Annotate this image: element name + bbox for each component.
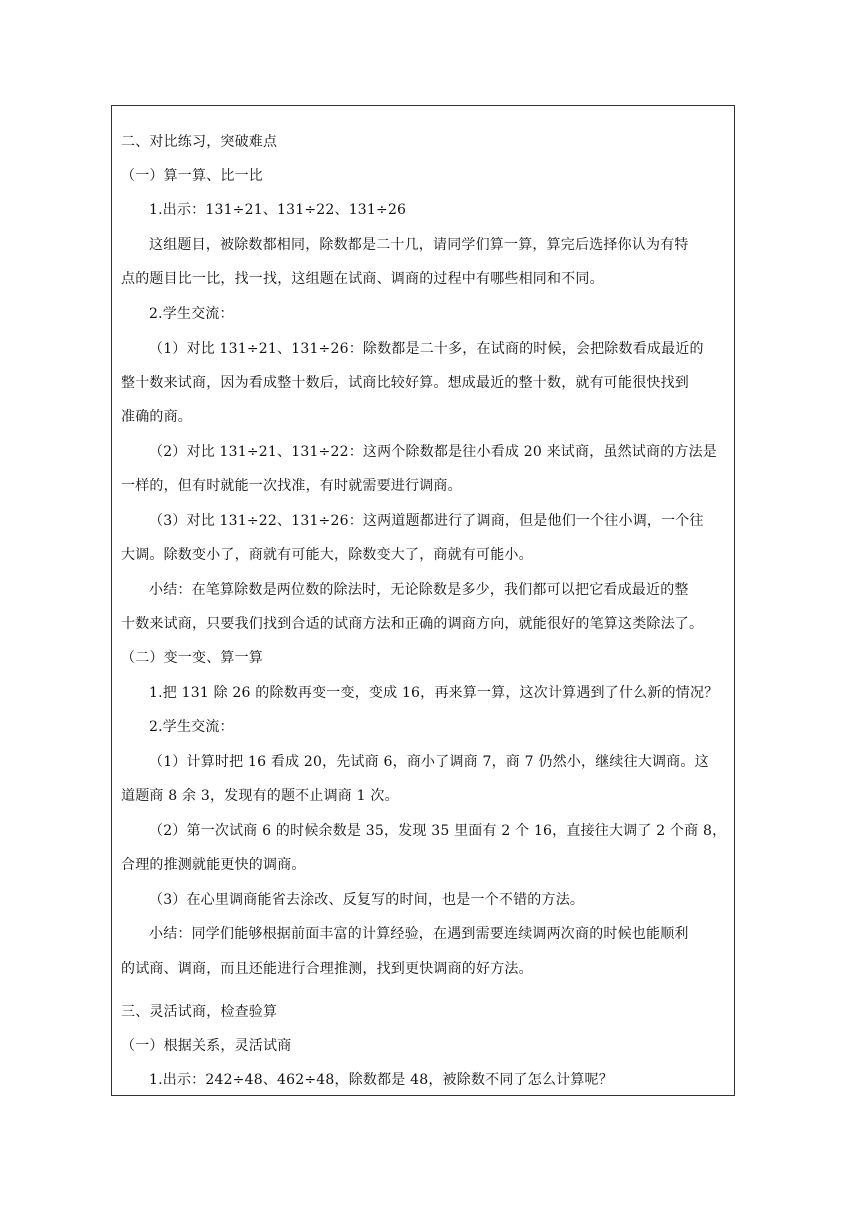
paragraph-line: 准确的商。 [121, 409, 192, 425]
paragraph-line: （1）计算时把 16 看成 20，先试商 6，商小了调商 7，商 7 仍然小，继续往大调商。这 [149, 754, 709, 770]
paragraph-line: 这组题目，被除数都相同，除数都是二十几，请同学们算一算，算完后选择你认为有特 [149, 237, 689, 253]
paragraph-line: 2.学生交流： [149, 719, 234, 735]
paragraph-line: （1）对比 131÷21、131÷26：除数都是二十多，在试商的时候，会把除数看成最近的 [149, 341, 704, 357]
paragraph-line: 十数来试商，只要我们找到合适的试商方法和正确的调商方向，就能很好的笔算这类除法了。 [121, 616, 704, 632]
paragraph-line: 合理的推测就能更快的调商。 [121, 857, 306, 873]
paragraph-line: 1.把 131 除 26 的除数再变一变，变成 16，再来算一算，这次计算遇到了什么新的情况？ [149, 685, 719, 701]
paragraph-line: （2）对比 131÷21、131÷22：这两个除数都是往小看成 20 来试商，虽然试商的方法是 [149, 444, 718, 460]
subsection-heading-3-1: （一）根据关系，灵活试商 [121, 1038, 292, 1054]
paragraph-line: 1.出示：131÷21、131÷22、131÷26 [149, 202, 407, 218]
paragraph-line: （3）对比 131÷22、131÷26：这两道题都进行了调商，但是他们一个往小调，一个往 [149, 513, 704, 529]
paragraph-line: 的试商、调商，而且还能进行合理推测，找到更快调商的好方法。 [121, 961, 533, 977]
paragraph-line: 整十数来试商，因为看成整十数后，试商比较好算。想成最近的整十数，就有可能很快找到 [121, 375, 689, 391]
paragraph-line: 点的题目比一比，找一找，这组题在试商、调商的过程中有哪些相同和不同。 [121, 271, 604, 287]
paragraph-line: 小结：同学们能够根据前面丰富的计算经验，在遇到需要连续调两次商的时候也能顺利 [149, 926, 689, 942]
paragraph-line: 道题商 8 余 3，发现有的题不止调商 1 次。 [121, 788, 399, 804]
paragraph-line: （3）在心里调商能省去涂改、反复写的时间，也是一个不错的方法。 [149, 892, 585, 908]
paragraph-line: （2）第一次试商 6 的时候余数是 35，发现 35 里面有 2 个 16，直接往大调了 2 个商 8， [149, 823, 727, 839]
paragraph-line: 一样的，但有时就能一次找准，有时就需要进行调商。 [121, 478, 462, 494]
section-heading-3: 三、灵活试商，检查验算 [121, 1004, 278, 1020]
paragraph-line: 小结：在笔算除数是两位数的除法时，无论除数是多少，我们都可以把它看成最近的整 [149, 582, 689, 598]
subsection-heading-2-1: （一）算一算、比一比 [121, 168, 263, 184]
lesson-content-box [111, 105, 735, 1096]
paragraph-line: 1.出示：242÷48、462÷48，除数都是 48，被除数不同了怎么计算呢？ [149, 1072, 613, 1088]
subsection-heading-2-2: （二）变一变、算一算 [121, 650, 263, 666]
paragraph-line: 2.学生交流： [149, 306, 234, 322]
paragraph-line: 大调。除数变小了，商就有可能大，除数变大了，商就有可能小。 [121, 547, 533, 563]
section-heading-2: 二、对比练习，突破难点 [121, 134, 278, 150]
